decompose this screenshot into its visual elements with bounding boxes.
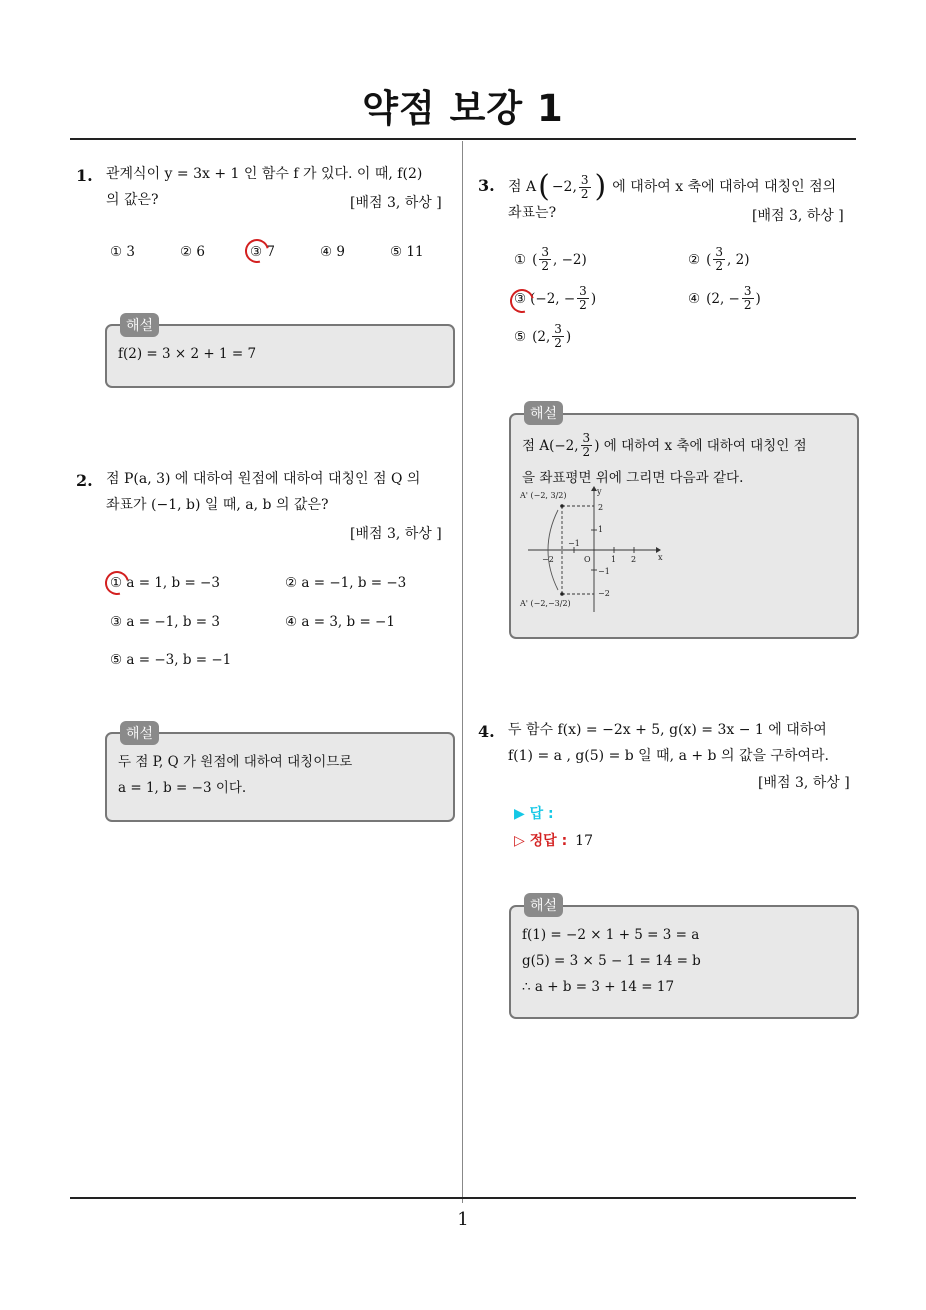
q2-solution-line2: a = 1, b = −3 이다. bbox=[118, 780, 247, 796]
graph-tick-xneg2: −2 bbox=[542, 555, 554, 564]
q4-text-line2: f(1) = a , g(5) = b 일 때, a + b 의 값을 구하여라. bbox=[508, 748, 829, 764]
q3-option-1[interactable]: ① ( $\frac{3}{2}$ , −2) bbox=[514, 245, 587, 273]
graph-tick-neg2: −2 bbox=[598, 589, 610, 598]
graph-tick-x1: 1 bbox=[611, 555, 617, 564]
paren-open-icon: ( bbox=[538, 169, 550, 204]
q4-meta: [배점 3, 하상 ] bbox=[758, 775, 850, 791]
q2-solution-label: 해설 bbox=[120, 721, 159, 745]
q3-point-x: −2, bbox=[551, 179, 577, 195]
page-title: 약점 보강 1 bbox=[362, 87, 564, 130]
q4-number: 4. bbox=[478, 722, 495, 741]
q4-solution-label: 해설 bbox=[524, 893, 563, 917]
q4-solution-line2: g(5) = 3 × 5 − 1 = 14 = b bbox=[522, 953, 701, 969]
q1-text bbox=[106, 162, 456, 186]
top-rule bbox=[70, 138, 856, 140]
q3-text-pre: 점 A bbox=[508, 179, 537, 195]
q3-solution-line2: 을 좌표평면 위에 그리면 다음과 같다. bbox=[522, 470, 744, 486]
q4-correct-answer bbox=[514, 830, 593, 850]
graph-label-A-prime: A' (−2,−3/2) bbox=[520, 599, 571, 608]
q3-number: 3. bbox=[478, 176, 495, 195]
q1-number: 1. bbox=[76, 166, 93, 185]
q2-option-2[interactable]: ② a = −1, b = −3 bbox=[285, 575, 407, 591]
graph-origin: O bbox=[584, 555, 591, 564]
graph-label-A: A' (−2, 3/2) bbox=[520, 491, 567, 500]
bottom-rule bbox=[70, 1197, 856, 1199]
q3-solution-line1: 점 A(−2, $\frac{3}{2}$ ) 에 대하여 x 축에 대하여 대칭인 점 bbox=[522, 431, 807, 459]
q2-meta: [배점 3, 하상 ] bbox=[350, 526, 442, 542]
graph-tick-xneg1: −1 bbox=[568, 539, 580, 548]
page-number: 1 bbox=[457, 1209, 469, 1230]
q3-option-5[interactable]: ⑤ (2, $\frac{3}{2}$ ) bbox=[514, 322, 572, 350]
q1-option-4[interactable]: ④ 9 bbox=[320, 244, 345, 260]
q4-answer-label: ▶ 답 : bbox=[514, 806, 554, 822]
q2-text-line1: 점 P(a, 3) 에 대하여 원점에 대하여 대칭인 점 Q 의 bbox=[106, 471, 421, 487]
column-divider bbox=[462, 141, 463, 1203]
q4-correct-value: 17 bbox=[575, 833, 593, 849]
q2-option-1[interactable]: ① a = 1, b = −3 bbox=[110, 575, 220, 591]
q3-meta: [배점 3, 하상 ] bbox=[752, 208, 844, 224]
q3-point-y-fraction: $\frac{3}{2}$ bbox=[580, 172, 589, 201]
graph-x-label: x bbox=[658, 553, 663, 562]
q3-text-post: 에 대하여 x 축에 대하여 대칭인 점의 bbox=[612, 179, 837, 195]
answer-mark-circle bbox=[241, 235, 274, 268]
q1-option-3[interactable]: ③ 7 bbox=[250, 244, 275, 260]
q3-solution-label: 해설 bbox=[524, 401, 563, 425]
q1-solution-text: f(2) = 3 × 2 + 1 = 7 bbox=[118, 346, 257, 362]
q1-text-line2: 의 값은? bbox=[106, 192, 159, 208]
q3-option-2[interactable]: ② ( $\frac{3}{2}$ , 2) bbox=[688, 245, 750, 273]
q4-solution-line3: ∴ a + b = 3 + 14 = 17 bbox=[522, 979, 675, 995]
graph-tick-1: 1 bbox=[598, 525, 604, 534]
q2-number: 2. bbox=[76, 471, 93, 490]
q1-text-line1: 관계식이 y = 3x + 1 인 함수 f 가 있다. 이 때, f(2) bbox=[106, 166, 423, 182]
q2-text-line2: 좌표가 (−1, b) 일 때, a, b 의 값은? bbox=[106, 497, 329, 513]
q1-option-1[interactable]: ① 3 bbox=[110, 244, 135, 260]
q1-meta: [배점 3, 하상 ] bbox=[350, 195, 442, 211]
q2-option-4[interactable]: ④ a = 3, b = −1 bbox=[285, 614, 395, 630]
graph-y-label: y bbox=[597, 487, 602, 496]
q2-solution-line1: 두 점 P, Q 가 원점에 대하여 대칭이므로 bbox=[118, 754, 353, 770]
q4-text-line1: 두 함수 f(x) = −2x + 5, g(x) = 3x − 1 에 대하여 bbox=[508, 722, 827, 738]
paren-close-icon: ) bbox=[594, 169, 607, 204]
graph-tick-neg1: −1 bbox=[598, 567, 610, 576]
q4-correct-label: ▷ 정답 : bbox=[514, 833, 568, 849]
q3-option-3[interactable]: ③ (−2, − $\frac{3}{2}$ ) bbox=[514, 284, 597, 312]
q3-text-line2: 좌표는? bbox=[508, 205, 557, 221]
graph-tick-x2: 2 bbox=[631, 555, 637, 564]
q3-coordinate-graph bbox=[518, 486, 663, 616]
graph-tick-2: 2 bbox=[598, 503, 604, 512]
q3-option-4[interactable]: ④ (2, − $\frac{3}{2}$ ) bbox=[688, 284, 761, 312]
q3-text-line1 bbox=[508, 164, 836, 210]
q4-solution-line1: f(1) = −2 × 1 + 5 = 3 = a bbox=[522, 927, 700, 943]
q2-option-5[interactable]: ⑤ a = −3, b = −1 bbox=[110, 652, 232, 668]
answer-mark-circle bbox=[101, 567, 134, 600]
q1-solution-label: 해설 bbox=[120, 313, 159, 337]
q1-option-2[interactable]: ② 6 bbox=[180, 244, 205, 260]
q2-option-3[interactable]: ③ a = −1, b = 3 bbox=[110, 614, 220, 630]
q1-option-5[interactable]: ⑤ 11 bbox=[390, 244, 424, 260]
